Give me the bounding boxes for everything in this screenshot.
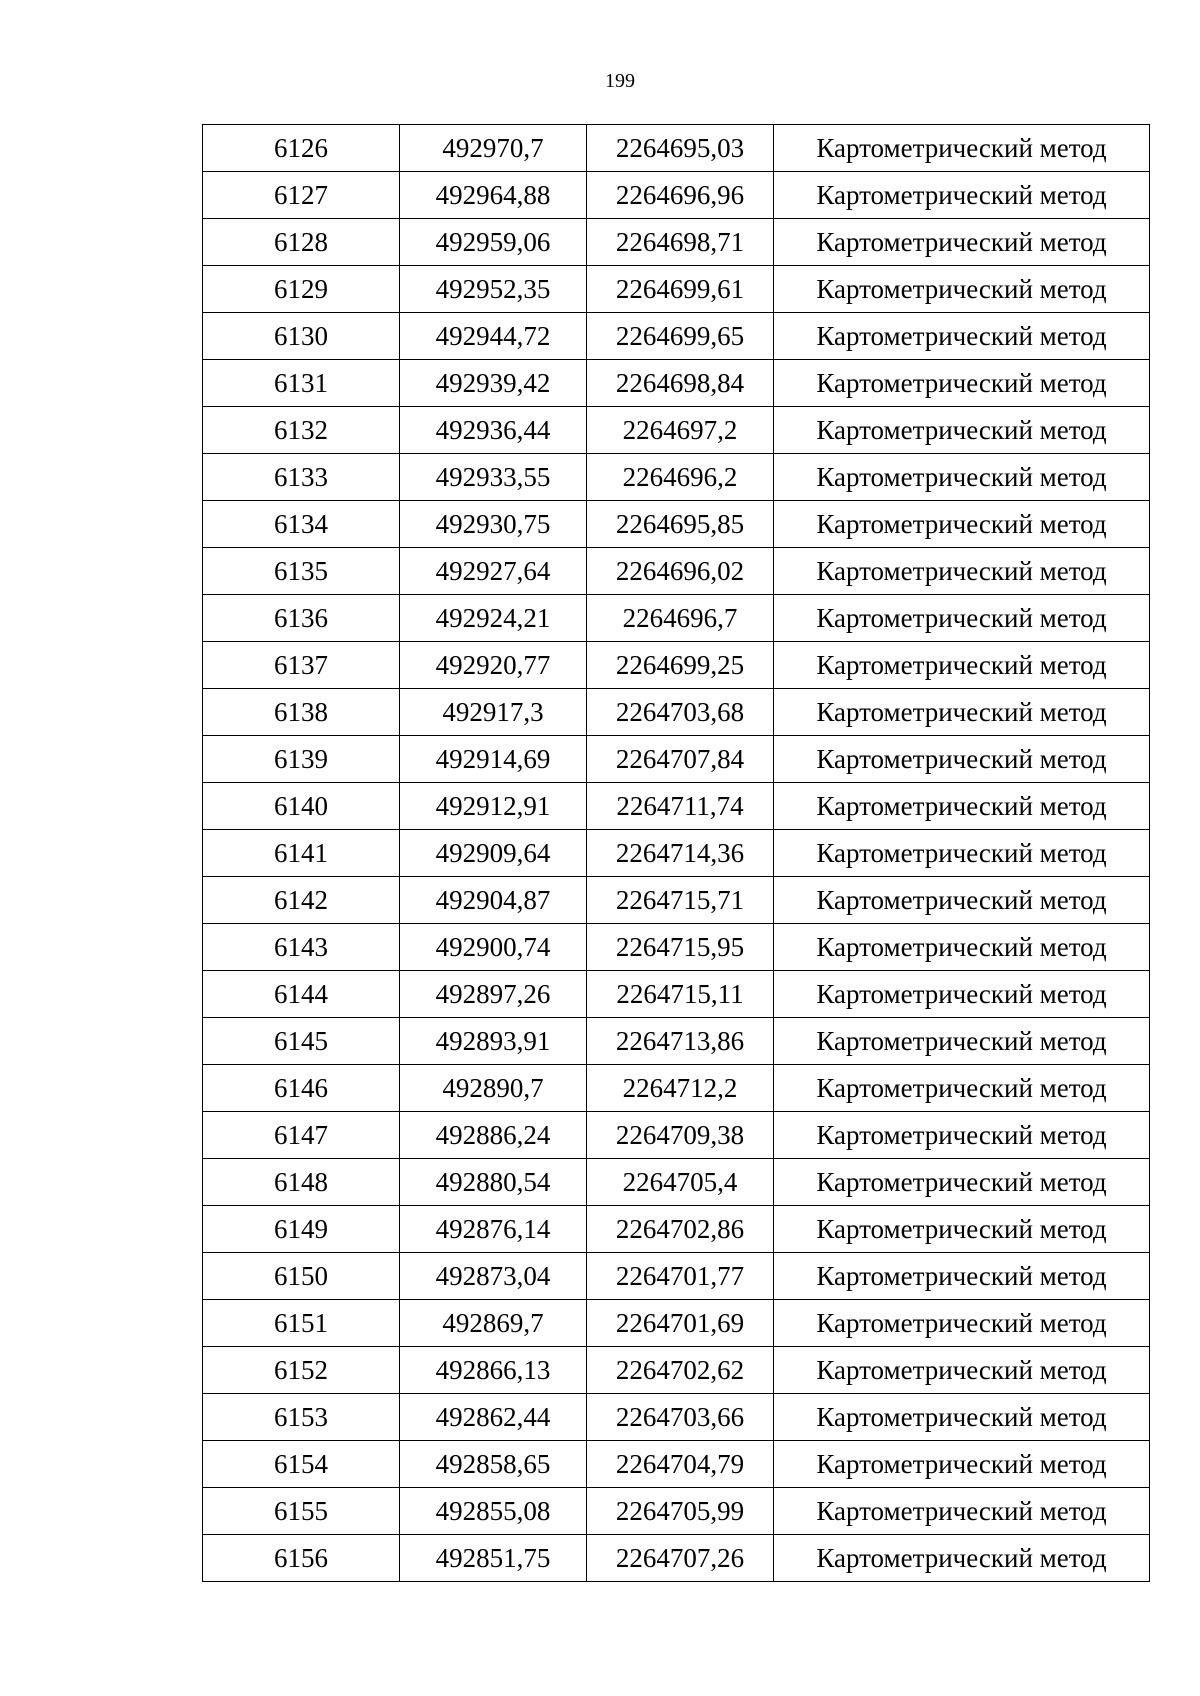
x-coordinate-cell: 492876,14	[400, 1206, 587, 1253]
y-coordinate-cell: 2264715,71	[587, 877, 774, 924]
method-cell: Картометрический метод	[774, 501, 1150, 548]
table-row	[203, 1206, 1150, 1253]
y-coordinate-cell: 2264714,36	[587, 830, 774, 877]
y-coordinate-cell: 2264705,99	[587, 1488, 774, 1535]
point-number-cell: 6127	[203, 172, 400, 219]
x-coordinate-cell: 492924,21	[400, 595, 587, 642]
y-coordinate-cell: 2264701,77	[587, 1253, 774, 1300]
point-number-cell: 6131	[203, 360, 400, 407]
method-cell: Картометрический метод	[774, 783, 1150, 830]
table-row	[203, 360, 1150, 407]
method-cell: Картометрический метод	[774, 1253, 1150, 1300]
point-number-cell: 6139	[203, 736, 400, 783]
x-coordinate-cell: 492927,64	[400, 548, 587, 595]
table-row	[203, 595, 1150, 642]
table-row	[203, 1112, 1150, 1159]
point-number-cell: 6138	[203, 689, 400, 736]
point-number-cell: 6135	[203, 548, 400, 595]
method-cell: Картометрический метод	[774, 454, 1150, 501]
table-row	[203, 1488, 1150, 1535]
table-row	[203, 548, 1150, 595]
table-row	[203, 830, 1150, 877]
x-coordinate-cell: 492936,44	[400, 407, 587, 454]
point-number-cell: 6149	[203, 1206, 400, 1253]
table-row	[203, 1535, 1150, 1582]
y-coordinate-cell: 2264705,4	[587, 1159, 774, 1206]
y-coordinate-cell: 2264704,79	[587, 1441, 774, 1488]
table-row	[203, 971, 1150, 1018]
x-coordinate-cell: 492959,06	[400, 219, 587, 266]
point-number-cell: 6129	[203, 266, 400, 313]
y-coordinate-cell: 2264695,03	[587, 125, 774, 172]
point-number-cell: 6137	[203, 642, 400, 689]
method-cell: Картометрический метод	[774, 407, 1150, 454]
method-cell: Картометрический метод	[774, 1347, 1150, 1394]
y-coordinate-cell: 2264699,65	[587, 313, 774, 360]
y-coordinate-cell: 2264712,2	[587, 1065, 774, 1112]
table-row	[203, 407, 1150, 454]
x-coordinate-cell: 492873,04	[400, 1253, 587, 1300]
method-cell: Картометрический метод	[774, 1159, 1150, 1206]
point-number-cell: 6147	[203, 1112, 400, 1159]
x-coordinate-cell: 492893,91	[400, 1018, 587, 1065]
y-coordinate-cell: 2264698,84	[587, 360, 774, 407]
method-cell: Картометрический метод	[774, 1206, 1150, 1253]
table-row	[203, 736, 1150, 783]
method-cell: Картометрический метод	[774, 1441, 1150, 1488]
x-coordinate-cell: 492964,88	[400, 172, 587, 219]
x-coordinate-cell: 492851,75	[400, 1535, 587, 1582]
table-row	[203, 266, 1150, 313]
x-coordinate-cell: 492933,55	[400, 454, 587, 501]
x-coordinate-cell: 492858,65	[400, 1441, 587, 1488]
x-coordinate-cell: 492920,77	[400, 642, 587, 689]
y-coordinate-cell: 2264696,7	[587, 595, 774, 642]
method-cell: Картометрический метод	[774, 595, 1150, 642]
table-row	[203, 1300, 1150, 1347]
method-cell: Картометрический метод	[774, 1394, 1150, 1441]
method-cell: Картометрический метод	[774, 830, 1150, 877]
point-number-cell: 6132	[203, 407, 400, 454]
y-coordinate-cell: 2264698,71	[587, 219, 774, 266]
x-coordinate-cell: 492944,72	[400, 313, 587, 360]
x-coordinate-cell: 492886,24	[400, 1112, 587, 1159]
method-cell: Картометрический метод	[774, 877, 1150, 924]
y-coordinate-cell: 2264696,96	[587, 172, 774, 219]
table-row	[203, 924, 1150, 971]
table-body	[203, 125, 1150, 1582]
table-row	[203, 1018, 1150, 1065]
method-cell: Картометрический метод	[774, 266, 1150, 313]
y-coordinate-cell: 2264702,86	[587, 1206, 774, 1253]
y-coordinate-cell: 2264699,61	[587, 266, 774, 313]
point-number-cell: 6128	[203, 219, 400, 266]
x-coordinate-cell: 492909,64	[400, 830, 587, 877]
y-coordinate-cell: 2264715,95	[587, 924, 774, 971]
x-coordinate-cell: 492866,13	[400, 1347, 587, 1394]
table-row	[203, 1394, 1150, 1441]
method-cell: Картометрический метод	[774, 125, 1150, 172]
y-coordinate-cell: 2264701,69	[587, 1300, 774, 1347]
point-number-cell: 6142	[203, 877, 400, 924]
table-row	[203, 689, 1150, 736]
point-number-cell: 6155	[203, 1488, 400, 1535]
table-row	[203, 1159, 1150, 1206]
point-number-cell: 6152	[203, 1347, 400, 1394]
x-coordinate-cell: 492862,44	[400, 1394, 587, 1441]
y-coordinate-cell: 2264711,74	[587, 783, 774, 830]
method-cell: Картометрический метод	[774, 1065, 1150, 1112]
point-number-cell: 6153	[203, 1394, 400, 1441]
point-number-cell: 6144	[203, 971, 400, 1018]
x-coordinate-cell: 492917,3	[400, 689, 587, 736]
x-coordinate-cell: 492952,35	[400, 266, 587, 313]
page-number: 199	[605, 70, 635, 92]
y-coordinate-cell: 2264696,2	[587, 454, 774, 501]
x-coordinate-cell: 492970,7	[400, 125, 587, 172]
y-coordinate-cell: 2264696,02	[587, 548, 774, 595]
method-cell: Картометрический метод	[774, 1112, 1150, 1159]
table-row	[203, 1347, 1150, 1394]
method-cell: Картометрический метод	[774, 1300, 1150, 1347]
method-cell: Картометрический метод	[774, 1535, 1150, 1582]
y-coordinate-cell: 2264695,85	[587, 501, 774, 548]
point-number-cell: 6133	[203, 454, 400, 501]
x-coordinate-cell: 492930,75	[400, 501, 587, 548]
method-cell: Картометрический метод	[774, 360, 1150, 407]
coordinates-table	[202, 124, 1150, 1582]
y-coordinate-cell: 2264709,38	[587, 1112, 774, 1159]
y-coordinate-cell: 2264715,11	[587, 971, 774, 1018]
method-cell: Картометрический метод	[774, 689, 1150, 736]
point-number-cell: 6140	[203, 783, 400, 830]
point-number-cell: 6130	[203, 313, 400, 360]
table-row	[203, 172, 1150, 219]
x-coordinate-cell: 492855,08	[400, 1488, 587, 1535]
table-row	[203, 501, 1150, 548]
method-cell: Картометрический метод	[774, 548, 1150, 595]
method-cell: Картометрический метод	[774, 219, 1150, 266]
point-number-cell: 6146	[203, 1065, 400, 1112]
point-number-cell: 6154	[203, 1441, 400, 1488]
table-row	[203, 454, 1150, 501]
point-number-cell: 6145	[203, 1018, 400, 1065]
x-coordinate-cell: 492869,7	[400, 1300, 587, 1347]
method-cell: Картометрический метод	[774, 924, 1150, 971]
point-number-cell: 6134	[203, 501, 400, 548]
x-coordinate-cell: 492900,74	[400, 924, 587, 971]
y-coordinate-cell: 2264707,26	[587, 1535, 774, 1582]
table-row	[203, 125, 1150, 172]
x-coordinate-cell: 492880,54	[400, 1159, 587, 1206]
point-number-cell: 6150	[203, 1253, 400, 1300]
table-row	[203, 219, 1150, 266]
point-number-cell: 6148	[203, 1159, 400, 1206]
x-coordinate-cell: 492912,91	[400, 783, 587, 830]
table-row	[203, 877, 1150, 924]
y-coordinate-cell: 2264707,84	[587, 736, 774, 783]
point-number-cell: 6156	[203, 1535, 400, 1582]
x-coordinate-cell: 492890,7	[400, 1065, 587, 1112]
method-cell: Картометрический метод	[774, 313, 1150, 360]
method-cell: Картометрический метод	[774, 642, 1150, 689]
y-coordinate-cell: 2264699,25	[587, 642, 774, 689]
y-coordinate-cell: 2264703,68	[587, 689, 774, 736]
x-coordinate-cell: 492897,26	[400, 971, 587, 1018]
point-number-cell: 6151	[203, 1300, 400, 1347]
table-row	[203, 1253, 1150, 1300]
y-coordinate-cell: 2264697,2	[587, 407, 774, 454]
method-cell: Картометрический метод	[774, 971, 1150, 1018]
x-coordinate-cell: 492939,42	[400, 360, 587, 407]
point-number-cell: 6143	[203, 924, 400, 971]
point-number-cell: 6126	[203, 125, 400, 172]
point-number-cell: 6141	[203, 830, 400, 877]
y-coordinate-cell: 2264703,66	[587, 1394, 774, 1441]
x-coordinate-cell: 492914,69	[400, 736, 587, 783]
y-coordinate-cell: 2264702,62	[587, 1347, 774, 1394]
method-cell: Картометрический метод	[774, 1018, 1150, 1065]
y-coordinate-cell: 2264713,86	[587, 1018, 774, 1065]
point-number-cell: 6136	[203, 595, 400, 642]
table-row	[203, 313, 1150, 360]
table-row	[203, 642, 1150, 689]
table-row	[203, 1441, 1150, 1488]
method-cell: Картометрический метод	[774, 172, 1150, 219]
method-cell: Картометрический метод	[774, 1488, 1150, 1535]
table-row	[203, 783, 1150, 830]
method-cell: Картометрический метод	[774, 736, 1150, 783]
table-row	[203, 1065, 1150, 1112]
x-coordinate-cell: 492904,87	[400, 877, 587, 924]
